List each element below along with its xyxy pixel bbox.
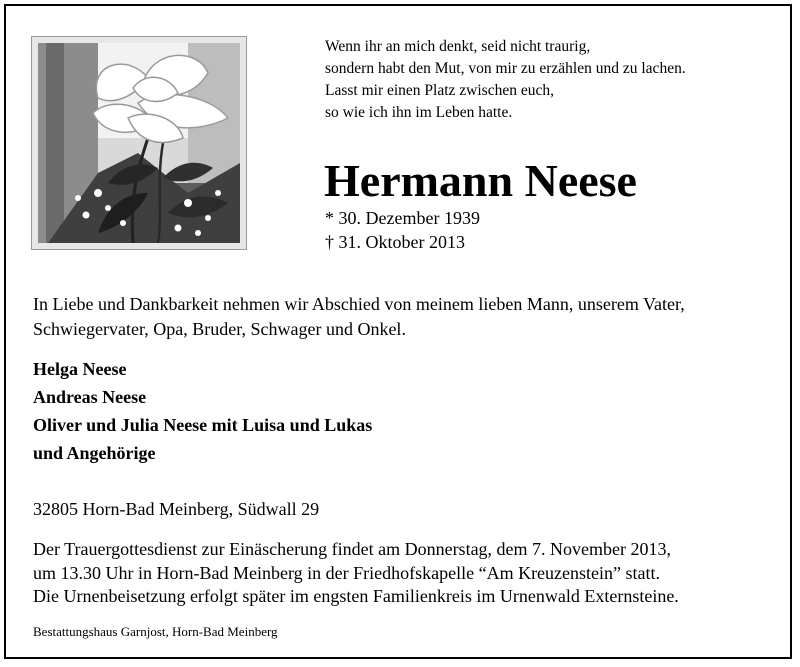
- poem: [325, 36, 775, 124]
- service-line: um 13.30 Uhr in Horn-Bad Meinberg in der Friedhofskapelle “Am Kreuzenstein” statt.: [33, 562, 661, 583]
- life-dates: [325, 206, 480, 254]
- poem-line: so wie ich ihn im Leben hatte.: [325, 104, 513, 121]
- service-line: Die Urnenbeisetzung erfolgt später im engsten Familienkreis im Urnenwald Externsteine.: [33, 586, 679, 606]
- mourner-name: Andreas Neese: [33, 387, 147, 407]
- mourners-list: [33, 355, 372, 467]
- flower-photo: [31, 36, 247, 250]
- service-info: [33, 538, 788, 609]
- mourner-name: und Angehörige: [33, 443, 156, 463]
- family-address: 32805 Horn-Bad Meinberg, Südwall 29: [33, 499, 320, 519]
- birth-date: * 30. Dezember 1939: [325, 208, 480, 228]
- mourner-name: Helga Neese: [33, 359, 127, 379]
- poem-line: Wenn ihr an mich denkt, seid nicht traurig,: [325, 38, 591, 55]
- farewell-text: In Liebe und Dankbarkeit nehmen wir Abschied von meinem lieben Mann, unserem Vater, Schwiegervater, Opa, Bruder, Schwager und Onkel.: [33, 294, 685, 339]
- deceased-name: Hermann Neese: [324, 155, 637, 206]
- poem-line: sondern habt den Mut, von mir zu erzählen und zu lachen.: [325, 60, 686, 77]
- service-line: Der Trauergottesdienst zur Einäscherung findet am Donnerstag, dem 7. November 2013,: [33, 539, 672, 559]
- death-date: † 31. Oktober 2013: [325, 232, 465, 252]
- funeral-home: Bestattungshaus Garnjost, Horn-Bad Meinberg: [33, 624, 278, 639]
- mourner-name: Oliver und Julia Neese mit Luisa und Lukas: [33, 415, 373, 435]
- flower-photo-icon: [38, 43, 240, 243]
- poem-line: Lasst mir einen Platz zwischen euch,: [325, 82, 554, 99]
